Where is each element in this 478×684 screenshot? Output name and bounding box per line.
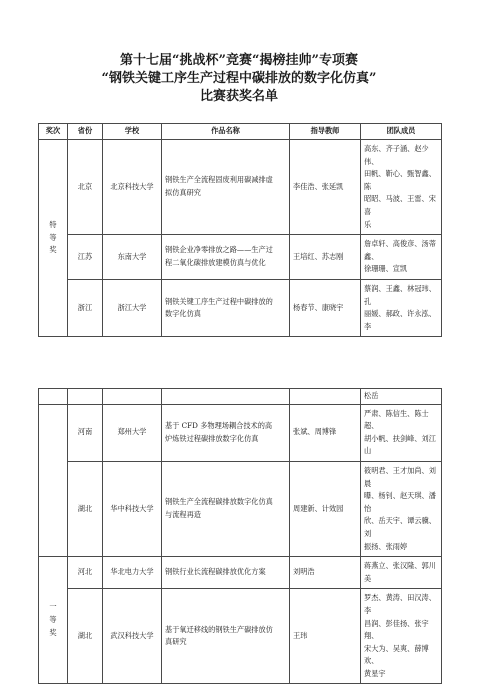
team-members-cell xyxy=(361,140,442,235)
advisor-cell: 张斌、周博锋 xyxy=(290,404,361,461)
winner-row xyxy=(39,589,442,684)
continued-advisor-cell xyxy=(290,389,361,405)
team-members-cell-text: 高东、齐子涵、赵少伟、 田帆、靳心、甄智鑫、陈 昭昭、马波、王雷、宋喜 乐 xyxy=(364,144,436,229)
team-members-cell-text: 蔡润、王鑫、林冠玮、孔 丽媛、郝政、许永泓、李 xyxy=(364,283,436,331)
award-table-page-1 xyxy=(38,123,442,337)
team-members-cell-text: 筱明君、王才加尚、刘晨 曝、杨钊、赵天琪、潘怡 欣、岳天宇、谭云骥、刘 振扬、张雨婷 xyxy=(364,465,436,551)
award-table-page-2-body xyxy=(39,389,442,684)
continued-award-cell xyxy=(39,389,68,405)
continued-team-cell: 松岳 xyxy=(361,389,442,405)
work-title-cell-text: 基于氧迁移线的钢铁生产碳排放仿 真研究 xyxy=(165,624,273,647)
header-work: 作品名称 xyxy=(162,124,290,140)
province-cell: 河南 xyxy=(68,404,103,461)
school-cell: 浙江大学 xyxy=(103,279,162,336)
winner-row xyxy=(39,404,442,461)
title-line-1: 第十七届“挑战杯”竞赛“揭榜挂帅”专项赛 xyxy=(120,53,358,68)
header-row xyxy=(39,124,442,140)
award-level: 特 等 奖 xyxy=(39,140,68,337)
team-members-cell-text: 詹卓轩、高俊彦、汤蒂鑫、 徐珊珊、宣凯 xyxy=(364,239,436,274)
province-cell: 江苏 xyxy=(68,235,103,280)
continued-province-cell xyxy=(68,389,103,405)
team-members-cell-text: 罗杰、黄涛、田汉涛、李 昌润、彭佳扬、张宇翔、 宋大为、吴爽、薛博欢、 黄星宇 xyxy=(364,593,436,678)
title-line-2: “钢铁关键工序生产过程中碳排放的数字化仿真” xyxy=(101,71,377,86)
header-team: 团队成员 xyxy=(361,124,442,140)
province-cell: 浙江 xyxy=(68,279,103,336)
title-line-3: 比赛获奖名单 xyxy=(199,89,278,104)
award-level: 一 等 奖 xyxy=(39,557,68,684)
province-cell: 湖北 xyxy=(68,461,103,556)
school-cell: 华北电力大学 xyxy=(103,557,162,589)
header-advisor: 指导教师 xyxy=(290,124,361,140)
school-cell: 东南大学 xyxy=(103,235,162,280)
winner-row xyxy=(39,461,442,556)
school-cell: 郑州大学 xyxy=(103,404,162,461)
award-table-page-1-body xyxy=(39,124,442,337)
work-title-cell-text: 钢铁关键工序生产过程中碳排放的 数字化仿真 xyxy=(165,296,273,319)
continued-row xyxy=(39,389,442,405)
team-members-cell xyxy=(361,589,442,684)
team-members-cell-text: 蒋燕立、张汉隆、郭川美 xyxy=(364,561,436,583)
work-title-cell xyxy=(162,140,290,235)
advisor-cell: 王玮 xyxy=(290,589,361,684)
winner-row xyxy=(39,279,442,336)
award-table-page-2 xyxy=(38,388,442,684)
province-cell: 北京 xyxy=(68,140,103,235)
advisor-cell: 李佳浩、张延凯 xyxy=(290,140,361,235)
work-title-cell xyxy=(162,461,290,556)
advisor-cell: 周建新、计效园 xyxy=(290,461,361,556)
winner-row xyxy=(39,557,442,589)
team-members-cell xyxy=(361,279,442,336)
continued-work-cell xyxy=(162,389,290,405)
continued-school-cell xyxy=(103,389,162,405)
school-cell: 北京科技大学 xyxy=(103,140,162,235)
team-members-cell xyxy=(361,235,442,280)
work-title-cell xyxy=(162,589,290,684)
work-title-cell-text: 钢铁生产全流程固废利用碳减排虚 拟仿真研究 xyxy=(165,175,273,198)
advisor-cell: 王培红、苏志刚 xyxy=(290,235,361,280)
work-title-cell xyxy=(162,279,290,336)
work-title-cell-text: 钢铁企业净零排放之路——生产过 程二氧化碳排放建模仿真与优化 xyxy=(165,245,273,268)
work-title-cell-text: 钢铁行业长流程碳排放优化方案 xyxy=(165,567,266,577)
header-school: 学校 xyxy=(103,124,162,140)
advisor-cell: 刘明浩 xyxy=(290,557,361,589)
team-members-cell xyxy=(361,404,442,461)
work-title-cell xyxy=(162,235,290,280)
school-cell: 华中科技大学 xyxy=(103,461,162,556)
advisor-cell: 杨春节、康晓宇 xyxy=(290,279,361,336)
header-award: 奖次 xyxy=(39,124,68,140)
province-cell: 河北 xyxy=(68,557,103,589)
winner-row xyxy=(39,140,442,235)
team-members-cell xyxy=(361,557,442,589)
award-level-continued xyxy=(39,404,68,557)
winner-row xyxy=(39,235,442,280)
work-title-cell-text: 基于 CFD 多物理场耦合技术的高 炉炼铁过程碳排放数字化仿真 xyxy=(165,421,273,443)
province-cell: 湖北 xyxy=(68,589,103,684)
team-members-cell-text: 严肃、陈信生、陈士超、 胡小帆、扶剑峰、刘江山 xyxy=(364,408,436,456)
work-title-cell xyxy=(162,557,290,589)
work-title-cell-text: 钢铁生产全流程碳排放数字化仿真 与流程再造 xyxy=(165,497,273,520)
team-members-cell xyxy=(361,461,442,556)
header-province: 省份 xyxy=(68,124,103,140)
school-cell: 武汉科技大学 xyxy=(103,589,162,684)
work-title-cell xyxy=(162,404,290,461)
